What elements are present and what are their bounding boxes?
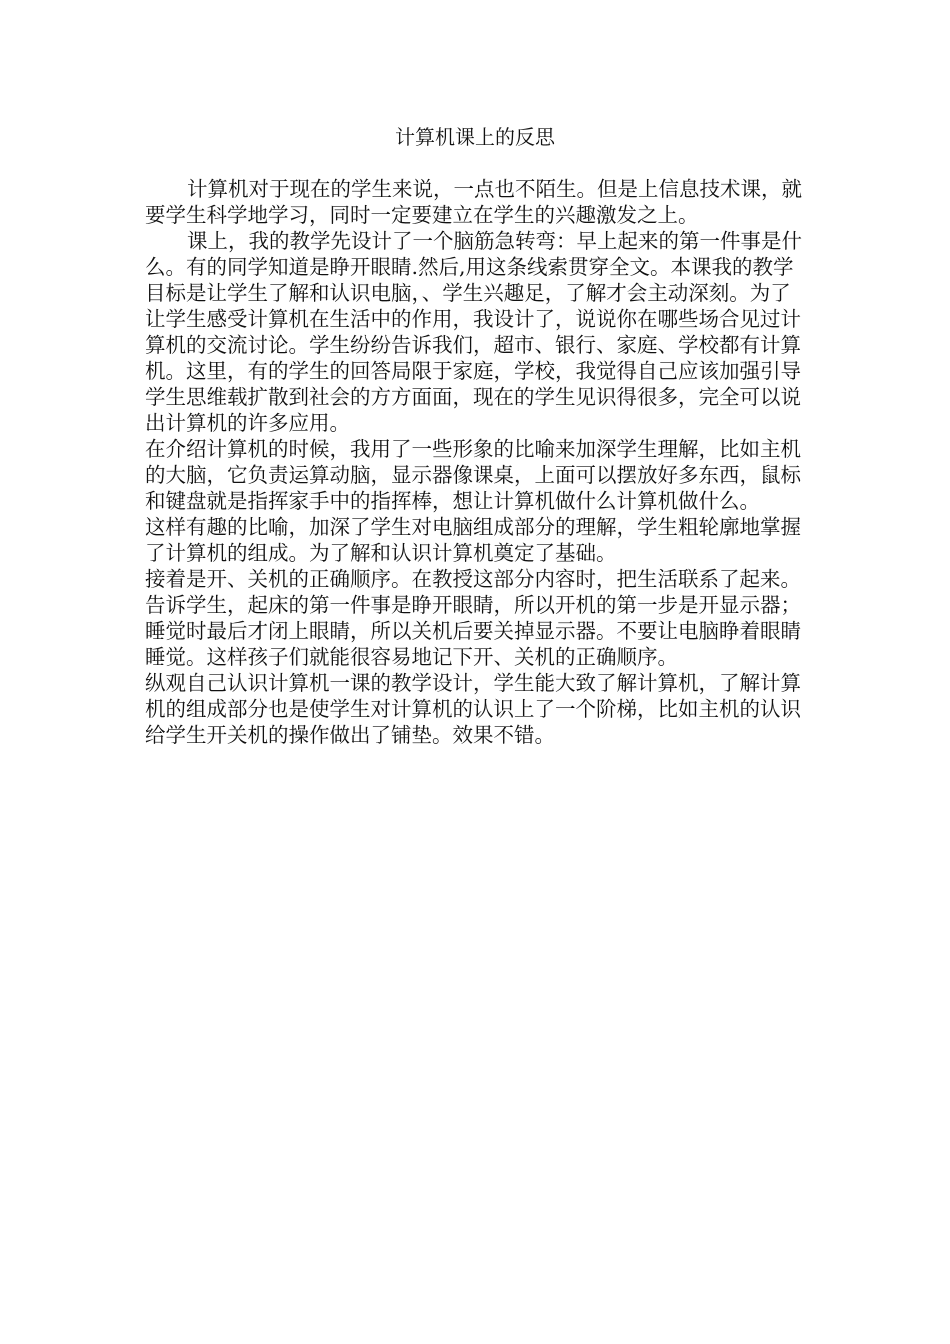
paragraph-4: 这样有趣的比喻，加深了学生对电脑组成部分的理解，学生粗轮廓地掌握了计算机的组成。为了解和认识计算机奠定了基础。 [145, 515, 801, 565]
paragraph-3: 在介绍计算机的时候，我用了一些形象的比喻来加深学生理解，比如主机的大脑，它负责运算动脑，显示器像课桌，上面可以摆放好多东西，鼠标和键盘就是指挥家手中的指挥棒，想让计算机做什么计算机做什么。 [145, 437, 801, 513]
document-title: 计算机课上的反思 [395, 125, 555, 149]
paragraph-2: 课上，我的教学先设计了一个脑筋急转弯：早上起来的第一件事是什么。有的同学知道是睁开眼睛.然后,用这条线索贯穿全文。本课我的教学目标是让学生了解和认识电脑，、学生兴趣足，了解才会主动深刻。为了让学生感受计算机在生活中的作用，我设计了，说说你在哪些场合见过计算机的交流讨论。学生纷纷告诉我们，超市、银行、家庭、学校都有计算机。这里，有的学生的回答局限于家庭，学校，我觉得自己应该加强引导学生思维载扩散到社会的方方面面，现在的学生见识得很多，完全可以说出计算机的许多应用。 [145, 229, 802, 435]
document-body [145, 176, 810, 748]
paragraph-5: 接着是开、关机的正确顺序。在教授这部分内容时，把生活联系了起来。告诉学生，起床的第一件事是睁开眼睛，所以开机的第一步是开显示器；睡觉时最后才闭上眼睛，所以关机后要关掉显示器。不要让电脑睁着眼睛睡觉。这样孩子们就能很容易地记下开、关机的正确顺序。 [145, 567, 801, 669]
paragraph-6: 纵观自己认识计算机一课的教学设计，学生能大致了解计算机，了解计算机的组成部分也是使学生对计算机的认识上了一个阶梯，比如主机的认识给学生开关机的操作做出了铺垫。效果不错。 [145, 671, 801, 747]
paragraph-1: 计算机对于现在的学生来说，一点也不陌生。但是上信息技术课，就要学生科学地学习，同时一定要建立在学生的兴趣激发之上。 [145, 177, 802, 227]
